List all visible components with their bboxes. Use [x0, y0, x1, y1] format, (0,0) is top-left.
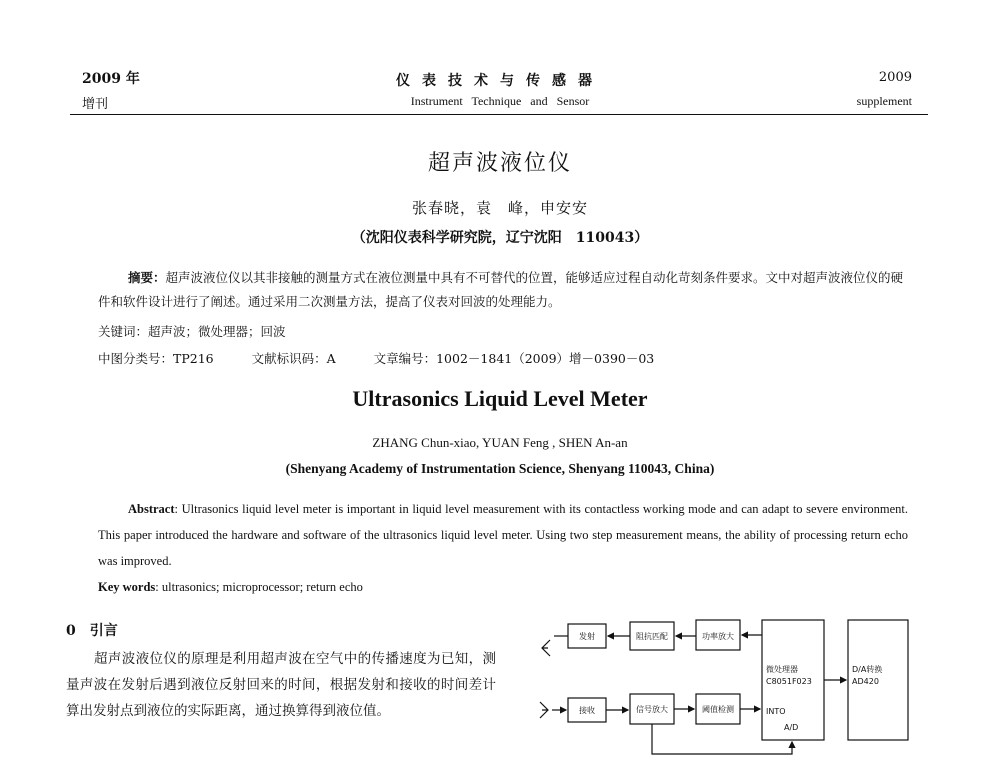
abstract-en	[98, 496, 908, 574]
label-mcu: 微处理器	[766, 665, 798, 674]
label-receive: 接收	[579, 706, 595, 715]
classification-line	[98, 349, 688, 367]
body-paragraph: 超声波液位仪的原理是利用超声波在空气中的传播速度为已知，测量声波在发射后遇到液位反射回来的时间，根据发射和接收的时间差计算出发射点到液位的实际距离，通过换算得到液位值。	[66, 651, 496, 719]
clc-number: 中图分类号：TP216	[98, 351, 214, 366]
journal-title-en: Instrument Technique and Sensor	[410, 94, 590, 108]
keywords-en-text: : ultrasonics; microprocessor; return echo	[155, 580, 363, 594]
label-ad: A/D	[784, 723, 799, 732]
journal-title-cn: 仪表技术与传感器	[396, 73, 604, 89]
label-impedance-match: 阻抗匹配	[636, 632, 668, 641]
header-year-issue: 2009 年	[82, 71, 140, 87]
label-threshold-detect: 阈值检测	[702, 705, 734, 714]
affiliation-cn: （沈阳仪表科学研究院，辽宁沈阳 110043）	[351, 230, 649, 246]
abstract-cn-text: 超声波液位仪以其非接触的测量方式在液位测量中具有不可替代的位置，能够适应过程自动化苛刻条件要求。文中对超声波液位仪的硬件和软件设计进行了阐述。通过采用二次测量方法，提高了仪表对回波的处理能力。	[98, 270, 904, 309]
article-title-cn: 超声波液位仪	[427, 151, 572, 176]
article-title-en: Ultrasonics Liquid Level Meter	[352, 386, 648, 411]
abstract-cn-label: 摘要：	[128, 270, 166, 285]
receiver-speaker-icon	[540, 702, 548, 718]
authors-cn: 张春晓，袁 峰，申安安	[411, 199, 588, 217]
keywords-en-label: Key words	[98, 580, 156, 594]
label-transmit: 发射	[579, 632, 595, 641]
article-number: 文章编号：1002－1841（2009）增－0390－03	[373, 351, 655, 366]
authors-en: ZHANG Chun-xiao, YUAN Feng , SHEN An-an	[372, 435, 628, 450]
label-signal-amp: 信号放大	[636, 705, 668, 714]
label-int0: INTO	[766, 707, 786, 716]
label-power-amp: 功率放大	[702, 632, 734, 641]
block-diagram	[526, 602, 926, 760]
keywords-en	[98, 580, 363, 595]
label-dac-model: AD420	[852, 677, 879, 686]
abstract-cn	[98, 266, 908, 314]
label-dac: D/A转换	[852, 665, 883, 674]
header-rule	[70, 114, 928, 115]
affiliation-en: (Shenyang Academy of Instrumentation Science, Shenyang 110043, China)	[285, 461, 715, 476]
doc-code: 文献标识码：A	[251, 351, 336, 366]
label-mcu-model: C8051F023	[766, 677, 812, 686]
header-supplement: supplement	[856, 94, 912, 108]
section-heading: 0 引言	[66, 623, 118, 639]
keywords-cn: 关键词：超声波；微处理器；回波	[98, 324, 286, 339]
abstract-en-text: : Ultrasonics liquid level meter is important in liquid level measurement with its contactless working mode and can adapt to severe environment. This paper introduced the hardware and software of the ultrasonics liquid level meter. Using two step measurement means, the ability of processing return echo was improved.	[98, 502, 908, 568]
header-issue: 增刊	[82, 97, 109, 112]
transmitter-speaker-icon	[542, 640, 550, 656]
header-year-right: 2009	[878, 70, 912, 85]
abstract-en-label: Abstract	[128, 502, 175, 516]
